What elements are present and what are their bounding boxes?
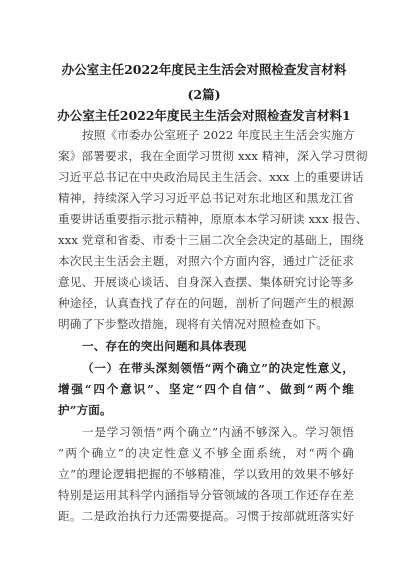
paragraph-line: 距。二是政治执行力还需要提高。习惯于按部就班落实好: [58, 509, 354, 523]
paragraph-line: 重要讲话重要指示批示精神，原原本本学习研读 xxx 报告、: [58, 212, 368, 226]
paragraph-line: xxx 党章和省委、市委十三届二次全会决定的基础上，围绕: [58, 233, 364, 247]
subheading-line: 增强“四个意识”、坚定“四个自信”、做到“两个维: [58, 382, 354, 396]
section-title: 办公室主任2022年度民主生活会对照检查发言材料1: [57, 108, 351, 123]
paragraph-line: 习近平总书记在中央政治局民主生活会、xxx 上的重要讲话: [58, 170, 364, 184]
paragraph-line: 一是学习领悟“两个确立”内涵不够深入。学习领悟: [82, 425, 354, 439]
paragraph-line: 明确了下步整改措施，现将有关情况对照检查如下。: [58, 317, 329, 331]
subheading-line: 护”方面。: [58, 403, 112, 417]
paragraph-line: 精神，持续深入学习习近平总书记对东北地区和黑龙江省: [58, 191, 354, 205]
paragraph-line: 案》部署要求，我在全面学习贯彻 xxx 精神，深入学习贯彻: [58, 149, 368, 163]
subheading-line: （一）在带头深刻领悟“两个确立”的决定性意义，: [82, 361, 354, 375]
paragraph-line: 本次民主生活会主题，对照六个方面内容，通过广泛征求: [58, 254, 354, 268]
paragraph-line: 意见、开展谈心谈话、自身深入查摆、集体研究讨论等多: [58, 275, 354, 289]
paragraph-line: “两个确立”的决定性意义不够全面系统，对“两个确: [58, 446, 354, 460]
paragraph-line: 立”的理论逻辑把握的不够精准，学以致用的效果不够好: [58, 467, 354, 481]
document-title: 办公室主任2022年度民主生活会对照检查发言材料: [61, 62, 347, 77]
paragraph-line: 特别是运用其科学内涵指导分管领域的各项工作还存在差: [58, 488, 354, 502]
section-heading: 一、存在的突出问题和具体表现: [82, 339, 247, 353]
paragraph-line: 按照《市委办公室班子 2022 年度民主生活会实施方: [82, 128, 355, 142]
paragraph-line: 种途径，认真查找了存在的问题，剖析了问题产生的根源: [58, 296, 354, 310]
document-subtitle: (2篇): [187, 87, 221, 102]
